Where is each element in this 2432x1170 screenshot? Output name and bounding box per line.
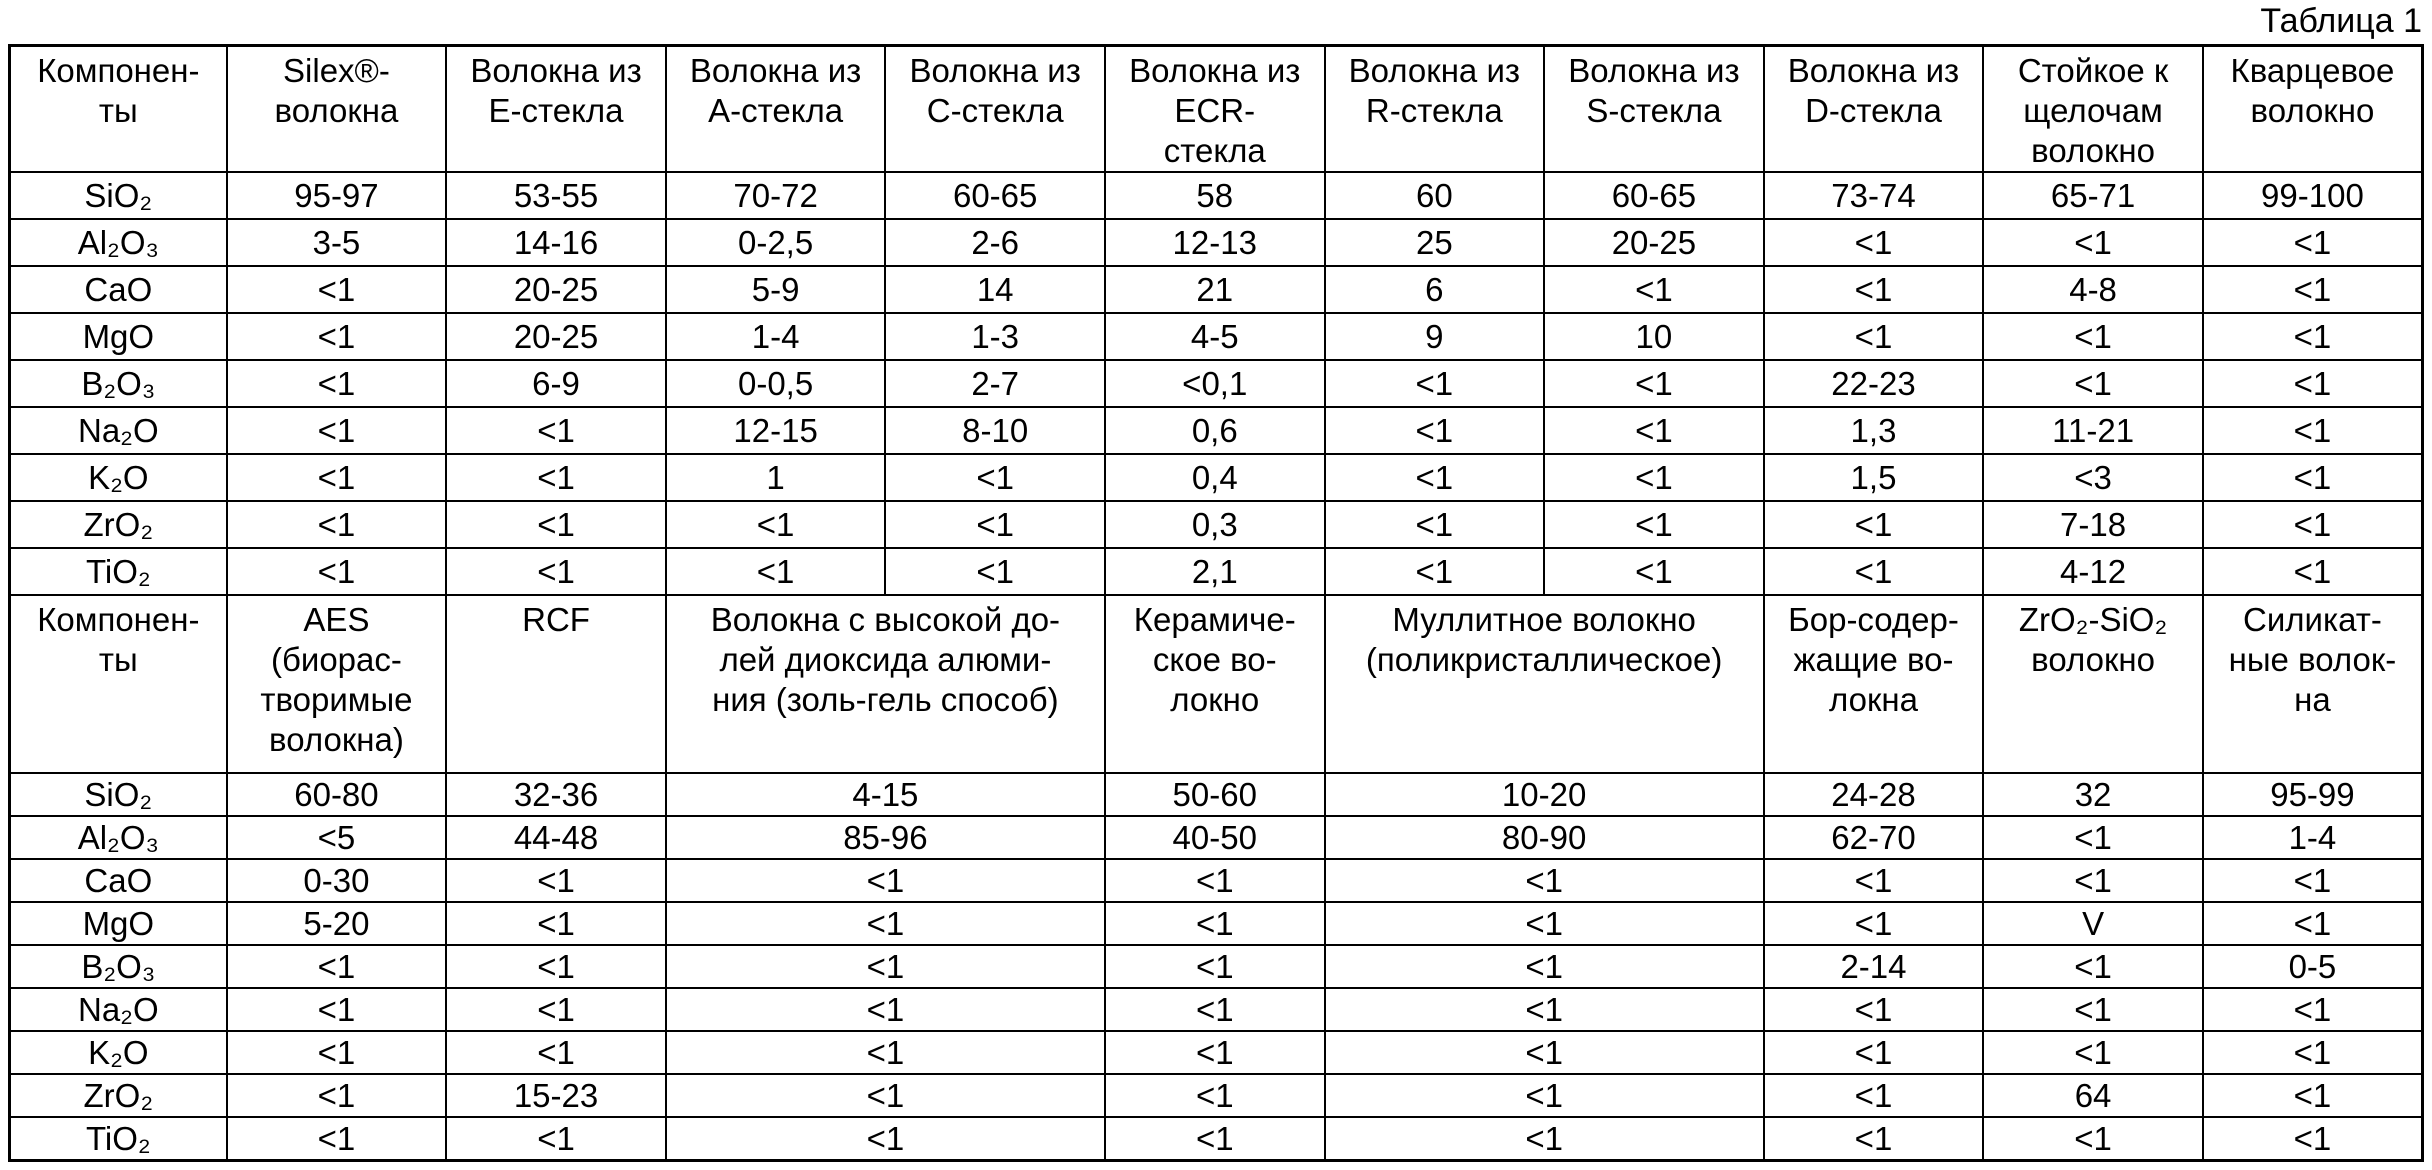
value-cell: 65-71 (1983, 172, 2203, 219)
value-cell: 2-7 (885, 360, 1105, 407)
value-cell: <1 (227, 1031, 447, 1074)
header-row (10, 46, 2423, 173)
table-row (10, 313, 2423, 360)
value-cell: 4-15 (666, 773, 1105, 816)
component-label: TiO₂ (10, 548, 227, 595)
value-cell: 12-15 (666, 407, 886, 454)
value-cell: 6-9 (446, 360, 666, 407)
value-cell: 24-28 (1764, 773, 1984, 816)
table-row (10, 360, 2423, 407)
table-row (10, 988, 2423, 1031)
value-cell: <1 (1983, 360, 2203, 407)
value-cell: 70-72 (666, 172, 886, 219)
value-cell: <1 (227, 501, 447, 548)
value-cell: 60-80 (227, 773, 447, 816)
component-label: B₂O₃ (10, 945, 227, 988)
value-cell: <1 (1325, 945, 1764, 988)
value-cell: <1 (1983, 945, 2203, 988)
component-label: Al₂O₃ (10, 816, 227, 859)
value-cell: <1 (446, 454, 666, 501)
value-cell: <1 (2203, 902, 2423, 945)
value-cell: 15-23 (446, 1074, 666, 1117)
value-cell: 95-97 (227, 172, 447, 219)
value-cell: 5-9 (666, 266, 886, 313)
table-row (10, 266, 2423, 313)
table-row (10, 1117, 2423, 1161)
value-cell: 1 (666, 454, 886, 501)
column-header: AES (биорас- творимые волокна) (227, 595, 447, 773)
value-cell: 4-8 (1983, 266, 2203, 313)
value-cell: <0,1 (1105, 360, 1325, 407)
column-header: Волокна из S-стекла (1544, 46, 1764, 173)
value-cell: 2-6 (885, 219, 1105, 266)
value-cell: 85-96 (666, 816, 1105, 859)
column-header: Волокна из E-стекла (446, 46, 666, 173)
table-row (10, 1031, 2423, 1074)
column-header: Волокна из ECR- стекла (1105, 46, 1325, 173)
value-cell: <1 (666, 1074, 1105, 1117)
value-cell: 4-12 (1983, 548, 2203, 595)
value-cell: 0,4 (1105, 454, 1325, 501)
value-cell: 1-4 (666, 313, 886, 360)
value-cell: 11-21 (1983, 407, 2203, 454)
value-cell: 0-30 (227, 859, 447, 902)
value-cell: <1 (2203, 219, 2423, 266)
table-row (10, 902, 2423, 945)
value-cell: <1 (227, 1117, 447, 1161)
value-cell: <1 (885, 454, 1105, 501)
column-header: Компонен- ты (10, 46, 227, 173)
value-cell: <1 (2203, 1117, 2423, 1161)
value-cell: <1 (1764, 219, 1984, 266)
value-cell: <1 (1764, 988, 1984, 1031)
value-cell: <1 (1325, 548, 1545, 595)
value-cell: <1 (2203, 1031, 2423, 1074)
value-cell: <1 (446, 945, 666, 988)
value-cell: 32 (1983, 773, 2203, 816)
value-cell: 10-20 (1325, 773, 1764, 816)
value-cell: <1 (1764, 501, 1984, 548)
value-cell: <1 (885, 548, 1105, 595)
value-cell: 8-10 (885, 407, 1105, 454)
table-row (10, 172, 2423, 219)
value-cell: 60-65 (1544, 172, 1764, 219)
value-cell: <1 (227, 548, 447, 595)
column-header: Волокна из R-стекла (1325, 46, 1545, 173)
component-label: SiO₂ (10, 172, 227, 219)
value-cell: 4-5 (1105, 313, 1325, 360)
value-cell: <1 (1983, 859, 2203, 902)
component-label: CaO (10, 266, 227, 313)
value-cell: 14-16 (446, 219, 666, 266)
value-cell: 64 (1983, 1074, 2203, 1117)
value-cell: <1 (1105, 945, 1325, 988)
value-cell: 20-25 (446, 266, 666, 313)
value-cell: <1 (446, 548, 666, 595)
value-cell: <1 (446, 1031, 666, 1074)
value-cell: 0-5 (2203, 945, 2423, 988)
value-cell: <1 (1325, 407, 1545, 454)
table-row (10, 945, 2423, 988)
column-header: Силикат- ные волок- на (2203, 595, 2423, 773)
value-cell: V (1983, 902, 2203, 945)
value-cell: 2,1 (1105, 548, 1325, 595)
column-header: ZrO₂-SiO₂ волокно (1983, 595, 2203, 773)
component-label: K₂O (10, 1031, 227, 1074)
value-cell: <1 (227, 313, 447, 360)
value-cell: <1 (1764, 859, 1984, 902)
value-cell: 10 (1544, 313, 1764, 360)
value-cell: 20-25 (446, 313, 666, 360)
value-cell: <1 (446, 859, 666, 902)
column-header: Стойкое к щелочам волокно (1983, 46, 2203, 173)
value-cell: <1 (1544, 454, 1764, 501)
value-cell: 21 (1105, 266, 1325, 313)
table-row (10, 773, 2423, 816)
component-label: MgO (10, 313, 227, 360)
component-label: SiO₂ (10, 773, 227, 816)
value-cell: <1 (2203, 313, 2423, 360)
value-cell: <1 (1764, 902, 1984, 945)
table-row (10, 859, 2423, 902)
value-cell: <1 (1325, 1074, 1764, 1117)
value-cell: <1 (227, 360, 447, 407)
table-caption: Таблица 1 (2260, 2, 2422, 40)
value-cell: <1 (1983, 313, 2203, 360)
value-cell: <1 (446, 988, 666, 1031)
value-cell: <1 (446, 902, 666, 945)
value-cell: 60-65 (885, 172, 1105, 219)
value-cell: <5 (227, 816, 447, 859)
value-cell: <1 (1105, 1031, 1325, 1074)
value-cell: <1 (446, 407, 666, 454)
value-cell: <1 (1325, 501, 1545, 548)
table-body (10, 46, 2423, 1161)
value-cell: <1 (666, 945, 1105, 988)
column-header: Кварцевое волокно (2203, 46, 2423, 173)
value-cell: 1,3 (1764, 407, 1984, 454)
value-cell: <1 (1983, 219, 2203, 266)
value-cell: <1 (666, 988, 1105, 1031)
value-cell: <1 (1544, 501, 1764, 548)
value-cell: <1 (2203, 407, 2423, 454)
column-header: Бор-содер- жащие во- локна (1764, 595, 1984, 773)
table-row (10, 501, 2423, 548)
value-cell: 0-0,5 (666, 360, 886, 407)
value-cell: <1 (227, 454, 447, 501)
column-header: Муллитное волокно (поликристаллическое) (1325, 595, 1764, 773)
composition-table (8, 44, 2424, 1162)
component-label: B₂O₃ (10, 360, 227, 407)
column-header: Silex®- волокна (227, 46, 447, 173)
value-cell: <1 (1325, 1031, 1764, 1074)
table-row (10, 219, 2423, 266)
value-cell: <1 (666, 1031, 1105, 1074)
value-cell: 22-23 (1764, 360, 1984, 407)
value-cell: 53-55 (446, 172, 666, 219)
value-cell: <1 (885, 501, 1105, 548)
value-cell: 60 (1325, 172, 1545, 219)
value-cell: 32-36 (446, 773, 666, 816)
value-cell: <1 (1764, 548, 1984, 595)
value-cell: <1 (2203, 1074, 2423, 1117)
value-cell: <1 (1325, 859, 1764, 902)
value-cell: 3-5 (227, 219, 447, 266)
value-cell: <1 (1544, 266, 1764, 313)
table-row (10, 548, 2423, 595)
value-cell: <1 (1764, 1117, 1984, 1161)
value-cell: 25 (1325, 219, 1545, 266)
table-row (10, 816, 2423, 859)
value-cell: <1 (1325, 902, 1764, 945)
value-cell: <1 (227, 1074, 447, 1117)
value-cell: 1-3 (885, 313, 1105, 360)
value-cell: <1 (1764, 266, 1984, 313)
component-label: ZrO₂ (10, 501, 227, 548)
column-header: Волокна из A-стекла (666, 46, 886, 173)
value-cell: <1 (1764, 1031, 1984, 1074)
value-cell: 7-18 (1983, 501, 2203, 548)
value-cell: <1 (1983, 1031, 2203, 1074)
value-cell: <1 (227, 407, 447, 454)
value-cell: <1 (1105, 988, 1325, 1031)
component-label: MgO (10, 902, 227, 945)
table-row (10, 1074, 2423, 1117)
value-cell: <1 (227, 266, 447, 313)
value-cell: <1 (2203, 360, 2423, 407)
value-cell: 1-4 (2203, 816, 2423, 859)
value-cell: <1 (1105, 859, 1325, 902)
value-cell: 73-74 (1764, 172, 1984, 219)
value-cell: <1 (666, 501, 886, 548)
value-cell: 40-50 (1105, 816, 1325, 859)
value-cell: <1 (1105, 1117, 1325, 1161)
column-header: Волокна из D-стекла (1764, 46, 1984, 173)
value-cell: 95-99 (2203, 773, 2423, 816)
value-cell: <1 (2203, 859, 2423, 902)
value-cell: <1 (1544, 407, 1764, 454)
component-label: Al₂O₃ (10, 219, 227, 266)
table-row (10, 454, 2423, 501)
value-cell: <1 (446, 501, 666, 548)
value-cell: <1 (666, 859, 1105, 902)
component-label: K₂O (10, 454, 227, 501)
value-cell: 80-90 (1325, 816, 1764, 859)
column-header: RCF (446, 595, 666, 773)
value-cell: <1 (1983, 1117, 2203, 1161)
value-cell: <1 (1105, 902, 1325, 945)
value-cell: <1 (1983, 816, 2203, 859)
value-cell: <1 (1764, 1074, 1984, 1117)
column-header: Керамиче- ское во- локно (1105, 595, 1325, 773)
value-cell: 58 (1105, 172, 1325, 219)
component-label: ZrO₂ (10, 1074, 227, 1117)
value-cell: <3 (1983, 454, 2203, 501)
column-header: Волокна из C-стекла (885, 46, 1105, 173)
value-cell: <1 (2203, 501, 2423, 548)
table-row (10, 407, 2423, 454)
value-cell: <1 (1325, 1117, 1764, 1161)
value-cell: 12-13 (1105, 219, 1325, 266)
value-cell: <1 (666, 902, 1105, 945)
value-cell: 99-100 (2203, 172, 2423, 219)
value-cell: <1 (1544, 548, 1764, 595)
value-cell: 62-70 (1764, 816, 1984, 859)
value-cell: <1 (227, 945, 447, 988)
value-cell: <1 (1325, 988, 1764, 1031)
component-label: TiO₂ (10, 1117, 227, 1161)
value-cell: 0-2,5 (666, 219, 886, 266)
value-cell: 1,5 (1764, 454, 1984, 501)
value-cell: <1 (1983, 988, 2203, 1031)
value-cell: <1 (1544, 360, 1764, 407)
value-cell: 14 (885, 266, 1105, 313)
value-cell: <1 (2203, 266, 2423, 313)
column-header: Компонен- ты (10, 595, 227, 773)
column-header: Волокна с высокой до- лей диоксида алюми- ния (золь-гель способ) (666, 595, 1105, 773)
component-label: CaO (10, 859, 227, 902)
component-label: Na₂O (10, 407, 227, 454)
value-cell: 6 (1325, 266, 1545, 313)
header-row (10, 595, 2423, 773)
value-cell: 9 (1325, 313, 1545, 360)
value-cell: <1 (1105, 1074, 1325, 1117)
value-cell: 0,3 (1105, 501, 1325, 548)
component-label: Na₂O (10, 988, 227, 1031)
value-cell: <1 (227, 988, 447, 1031)
value-cell: <1 (2203, 548, 2423, 595)
value-cell: 50-60 (1105, 773, 1325, 816)
value-cell: 0,6 (1105, 407, 1325, 454)
value-cell: 20-25 (1544, 219, 1764, 266)
value-cell: <1 (2203, 988, 2423, 1031)
value-cell: 5-20 (227, 902, 447, 945)
value-cell: <1 (2203, 454, 2423, 501)
value-cell: <1 (446, 1117, 666, 1161)
value-cell: 44-48 (446, 816, 666, 859)
value-cell: 2-14 (1764, 945, 1984, 988)
value-cell: <1 (1764, 313, 1984, 360)
value-cell: <1 (666, 1117, 1105, 1161)
value-cell: <1 (1325, 360, 1545, 407)
value-cell: <1 (1325, 454, 1545, 501)
value-cell: <1 (666, 548, 886, 595)
